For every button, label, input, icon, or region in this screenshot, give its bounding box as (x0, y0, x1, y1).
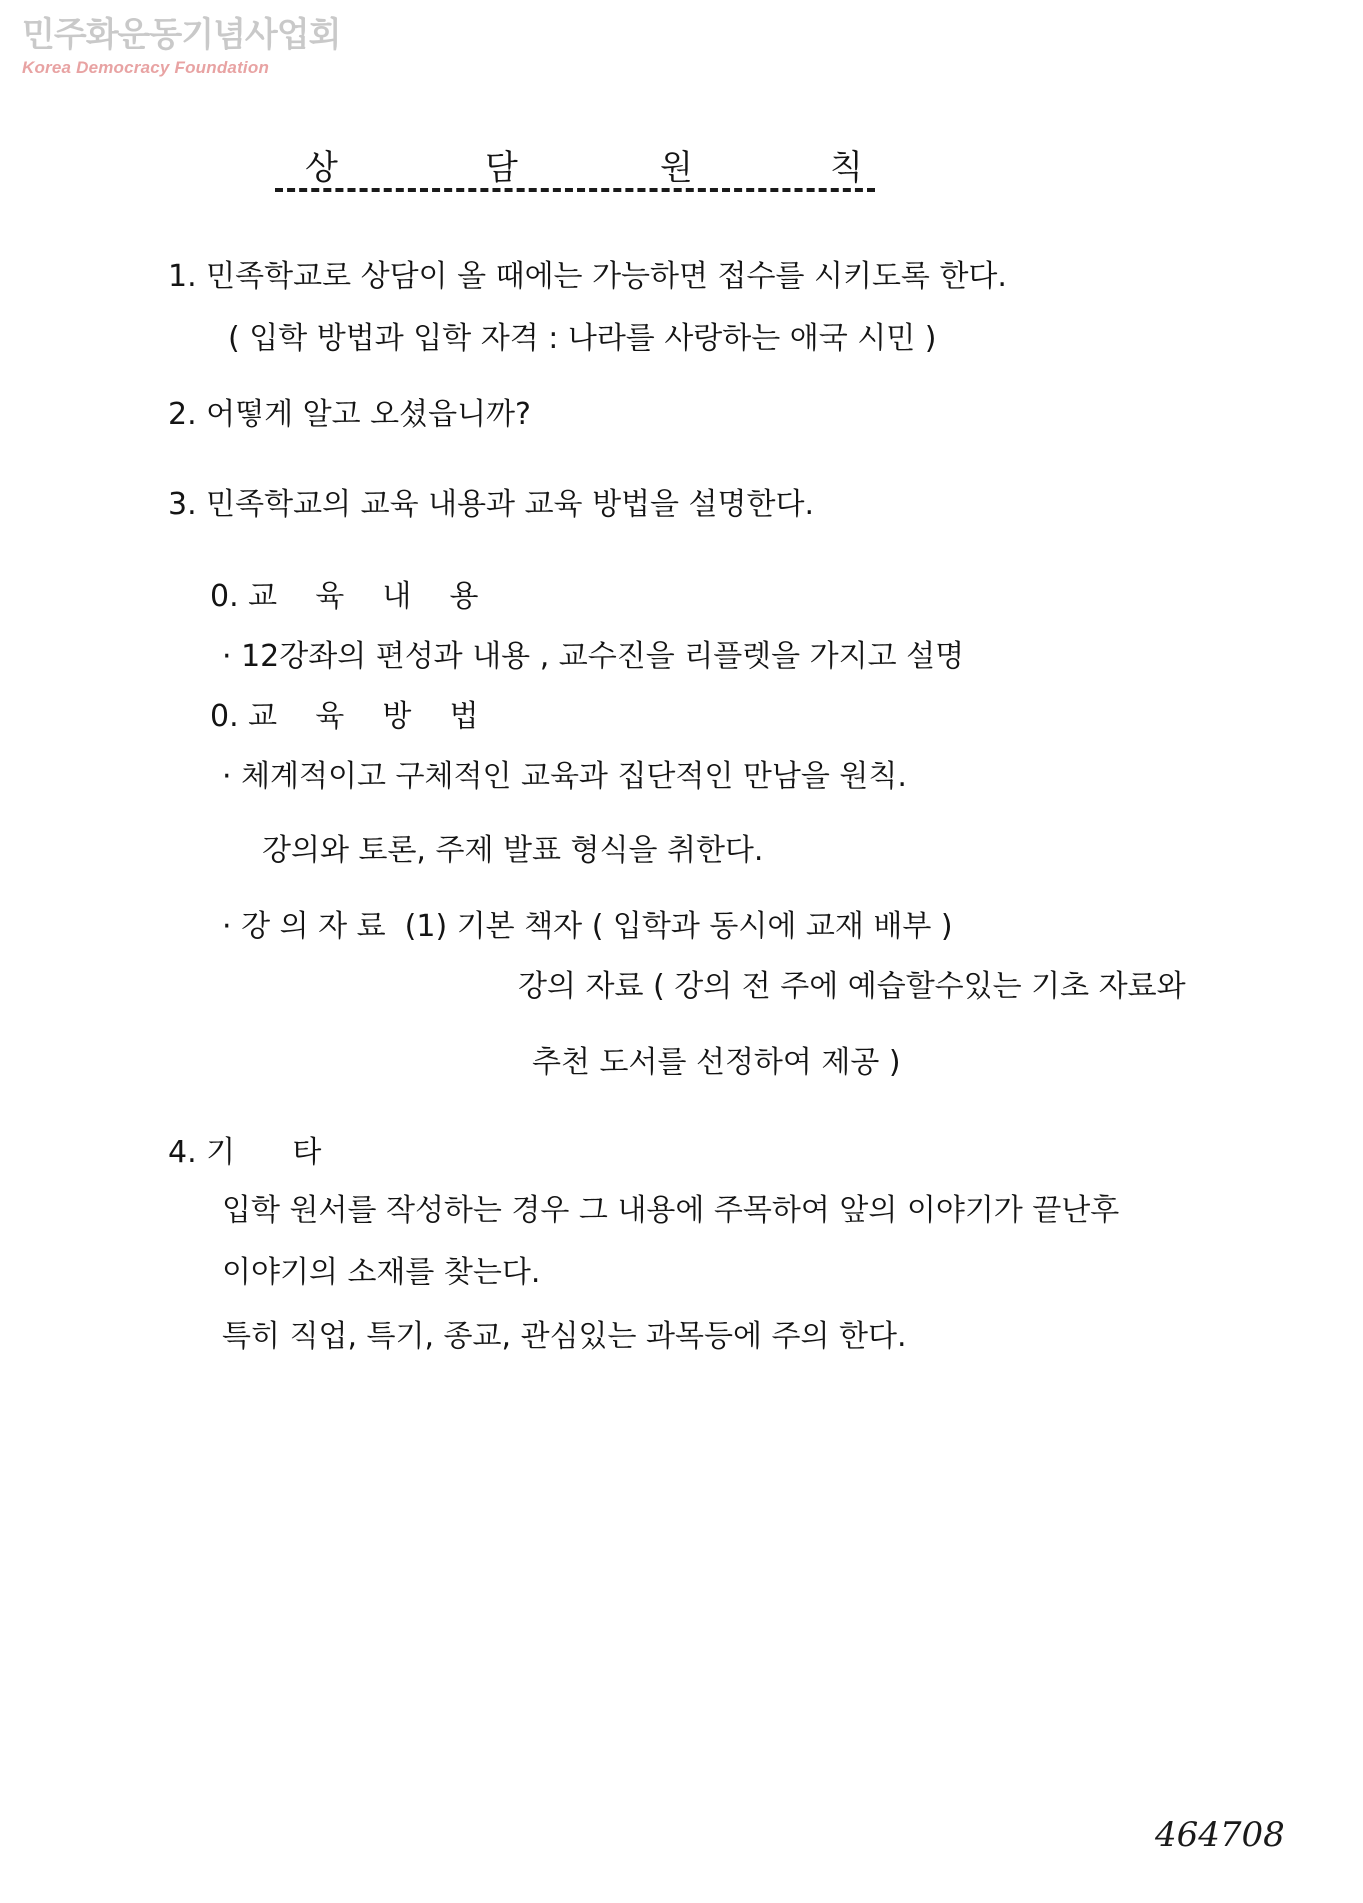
title-dashed-underline (275, 188, 875, 192)
section-4-line-2: 이야기의 소재를 찾는다. (222, 1255, 541, 1290)
title-char-4: 칙 (830, 148, 863, 188)
foundation-watermark (22, 15, 341, 78)
section-3-material-1: · 강 의 자 료 (1) 기본 책자 ( 입학과 동시에 교재 배부 ) (222, 909, 953, 944)
section-3-method-detail-1: · 체계적이고 구체적인 교육과 집단적인 만남을 원칙. (222, 759, 907, 794)
section-3-content-heading: 0. 교 육 내 용 (210, 579, 479, 614)
section-3-method-detail-2: 강의와 토론, 주제 발표 형식을 취한다. (262, 833, 764, 868)
section-1-main: 1. 민족학교로 상담이 올 때에는 가능하면 접수를 시키도록 한다. (168, 259, 1007, 294)
title-char-2: 담 (485, 148, 518, 188)
section-3-material-3: 추천 도서를 선정하여 제공 ) (532, 1045, 901, 1080)
section-4-line-1: 입학 원서를 작성하는 경우 그 내용에 주목하여 앞의 이야기가 끝난후 (222, 1193, 1120, 1228)
section-3-method-heading: 0. 교 육 방 법 (210, 699, 479, 734)
document-number: 464708 (1155, 1815, 1285, 1855)
watermark-english: Korea Democracy Foundation (22, 58, 270, 77)
watermark-korean: 민주화운동기념사업회 (22, 15, 341, 55)
section-4-line-3: 특히 직업, 특기, 종교, 관심있는 과목등에 주의 한다. (222, 1319, 907, 1354)
title-char-1: 상 (305, 148, 338, 188)
section-4-heading: 4. 기 타 (168, 1135, 322, 1170)
section-3-main: 3. 민족학교의 교육 내용과 교육 방법을 설명한다. (168, 487, 814, 522)
section-3-material-2: 강의 자료 ( 강의 전 주에 예습할수있는 기초 자료와 (518, 969, 1186, 1004)
document-title (285, 140, 885, 196)
section-3-content-detail: · 12강좌의 편성과 내용 , 교수진을 리플렛을 가지고 설명 (222, 639, 965, 674)
section-1-sub: ( 입학 방법과 입학 자격 : 나라를 사랑하는 애국 시민 ) (228, 321, 937, 356)
section-2-main: 2. 어떻게 알고 오셨읍니까? (168, 397, 531, 432)
title-char-3: 원 (660, 148, 693, 188)
